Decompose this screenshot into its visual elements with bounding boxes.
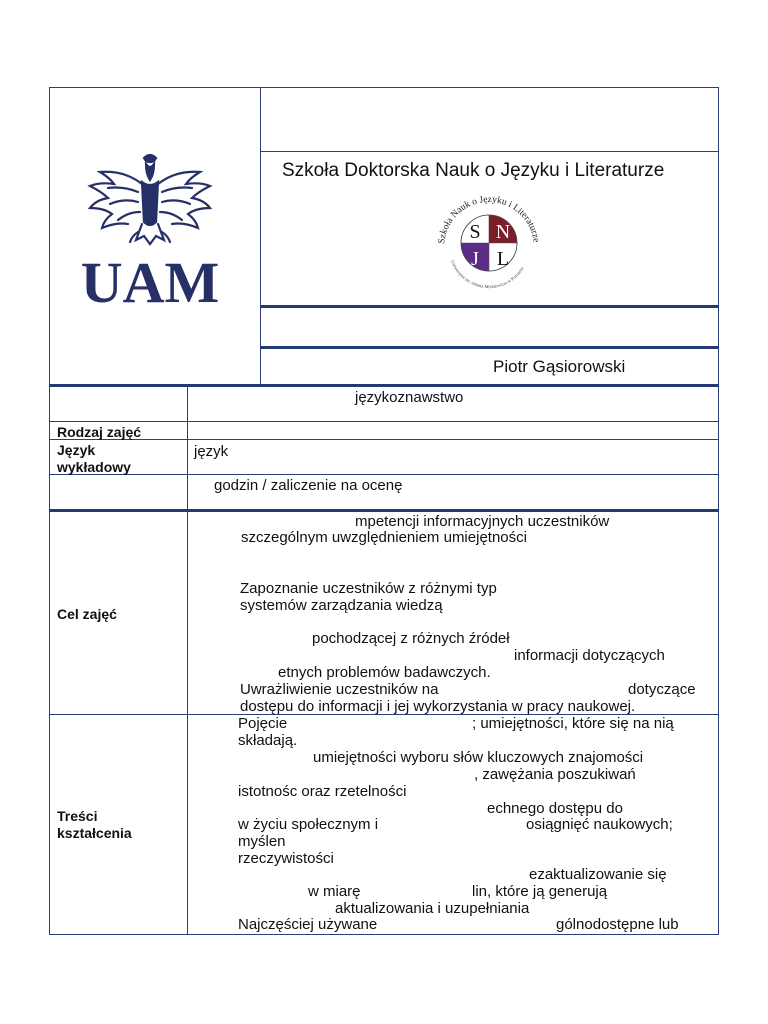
language-value: język (194, 443, 229, 460)
content-line: echnego dostępu do (487, 800, 623, 817)
discipline-value: językoznawstwo (355, 389, 464, 406)
content-line: , zawężania poszukiwań (474, 766, 636, 783)
label-column-divider (187, 386, 188, 934)
content-line: Najczęściej używane (238, 916, 378, 933)
header-divider-vertical (260, 87, 261, 385)
snjl-letter-l: L (496, 248, 510, 270)
header-bottom-rule (49, 384, 719, 387)
snjl-letter-j: J (471, 248, 479, 270)
row-rule-1 (49, 421, 719, 422)
goal-label: Cel zajęć (57, 606, 117, 622)
language-label-line2: wykładowy (57, 459, 131, 475)
snjl-logo (428, 193, 550, 295)
content-line: istotnośc oraz rzetelności (238, 783, 407, 800)
uam-logo-text: UAM (82, 250, 218, 310)
content-label-line2: kształcenia (57, 825, 132, 841)
content-line: Pojęcie (238, 715, 288, 732)
row-rule-2 (49, 439, 719, 440)
content-line: aktualizowania i uzupełniania (335, 900, 530, 917)
goal-line: etnych problemów badawczych. (278, 664, 491, 681)
school-title: Szkoła Doktorska Nauk o Języku i Literaturze (282, 160, 665, 181)
snjl-letter-n: N (495, 221, 511, 243)
content-line: gólnodostępne lub (556, 916, 679, 933)
content-line: w życiu społecznym i (238, 816, 379, 833)
content-line: lin, które ją generują (472, 883, 608, 900)
goal-line: Zapoznanie uczestników z różnymi typ (240, 580, 497, 597)
row-rule-4 (49, 509, 719, 512)
content-line: w miarę (308, 883, 361, 900)
goal-line: informacji dotyczących (514, 647, 665, 664)
content-label-line1: Treści (57, 808, 98, 824)
goal-line: systemów zarządzania wiedzą (240, 597, 443, 614)
snjl-letter-s: S (469, 221, 481, 243)
row-rule-3 (49, 474, 719, 475)
snjl-ring-top-text: Szkoła Nauk o Języku i Literaturze (437, 194, 541, 245)
uam-logo (82, 150, 218, 310)
eagle-emblem-icon (82, 150, 218, 310)
content-line: rzeczywistości (238, 850, 334, 867)
snjl-ring-bottom-text: Uniwersytet im. Adama Mickiewicza w Poznaniu (450, 259, 525, 290)
header-rule-1 (260, 151, 719, 152)
header-rule-2 (260, 305, 719, 308)
content-line: składają. (238, 732, 298, 749)
goal-line: dostępu do informacji i jej wykorzystania w pracy naukowej. (240, 698, 636, 715)
frame-top (49, 87, 719, 88)
goal-line: dotyczące (628, 681, 696, 698)
content-line: umiejętności wyboru słów kluczowych znajomości (313, 749, 644, 766)
language-label-line1: Język (57, 442, 96, 458)
goal-line: Uwrażliwienie uczestników na (240, 681, 439, 698)
goal-line: pochodzącej z różnych źródeł (312, 630, 510, 647)
author-name: Piotr Gąsiorowski (493, 357, 626, 376)
hours-value: godzin / zaliczenie na ocenę (214, 477, 403, 494)
content-line: osiągnięć naukowych; (526, 816, 673, 833)
content-line: ; umiejętności, które się na nią (472, 715, 674, 732)
class-type-label: Rodzaj zajęć (57, 424, 142, 440)
goal-line: szczególnym uwzględnieniem umiejętności (241, 529, 527, 546)
header-rule-3 (260, 346, 719, 349)
goal-line: mpetencji informacyjnych uczestników (355, 513, 610, 530)
content-line: ezaktualizowanie się (529, 866, 667, 883)
frame-bottom (49, 934, 719, 935)
content-line: myślen (238, 833, 286, 850)
